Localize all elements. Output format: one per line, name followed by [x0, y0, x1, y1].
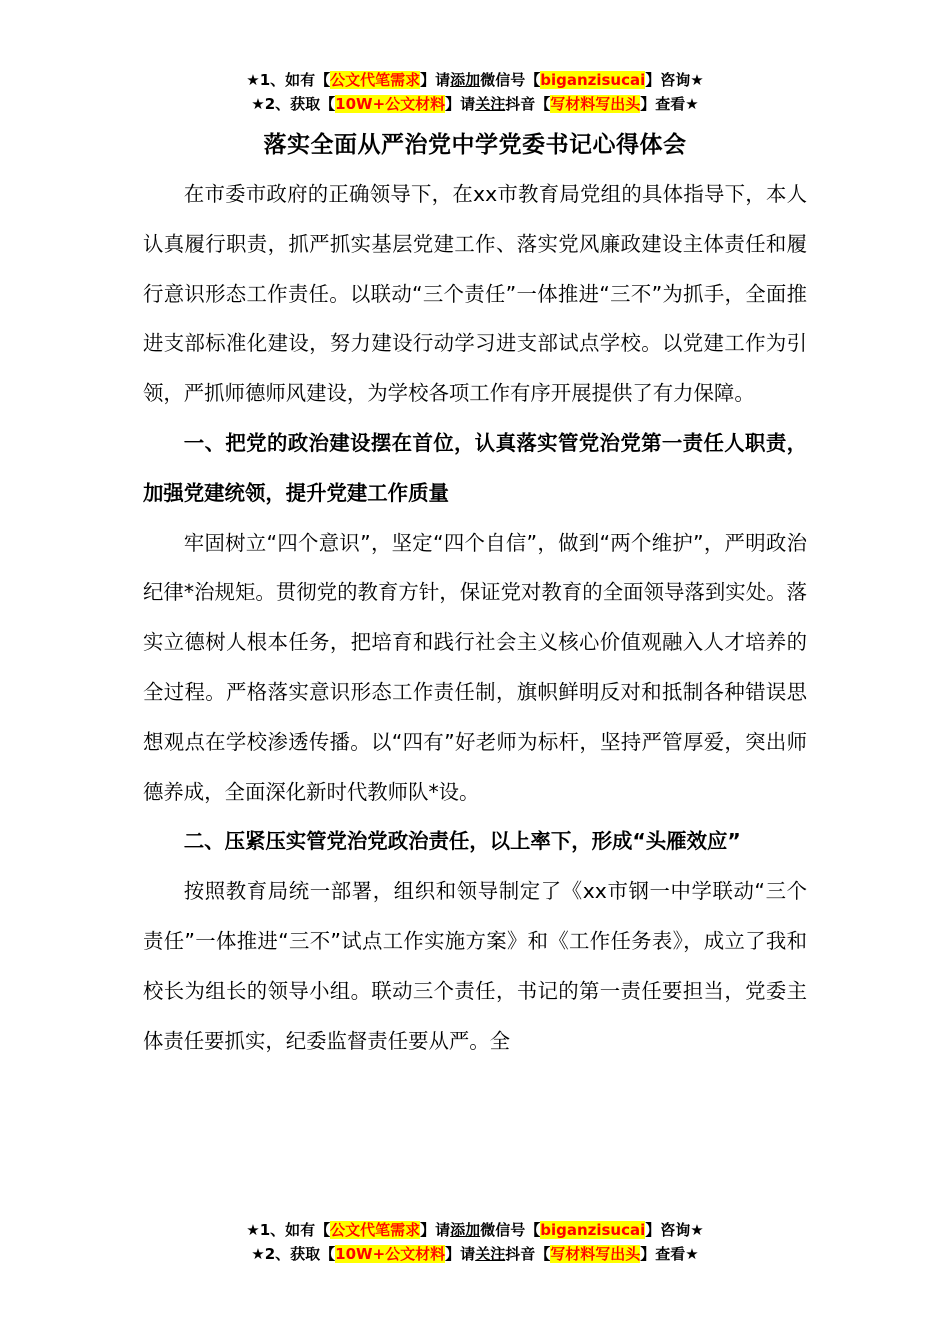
section-heading: 一、把党的政治建设摆在首位，认真落实管党治党第一责任人职责，加强党建统领，提升党建工作质量 [143, 430, 807, 505]
banner-line-1 [0, 1218, 950, 1242]
banner-text: 】请 [445, 95, 476, 113]
banner-highlight: 10W+公文材料 [335, 1245, 446, 1263]
star-icon: ★ [685, 95, 699, 113]
banner-underlined: 关注 [475, 95, 506, 113]
banner-text: 】咨询 [645, 1221, 691, 1239]
banner-text: 抖音【 [505, 95, 551, 113]
star-icon: ★ [690, 1221, 704, 1239]
paragraph: 牢固树立“四个意识”，坚定“四个自信”，做到“两个维护”，严明政治纪律*治规矩。贯彻党的教育方针，保证党对教育的全面领导落到实处。落实立德树人根本任务，把培育和践行社会主义核心价值观融入人才培养的全过程。严格落实意识形态工作责任制，旗帜鲜明反对和抵制各种错误思想观点在学校渗透传播。以“四有”好老师为标杆，坚持严管厚爱，突出师德养成，全面深化新时代教师队*设。 [143, 530, 807, 804]
banner-underlined: 关注 [475, 1245, 506, 1263]
banner-highlight: biganzisucai [540, 1221, 646, 1239]
star-icon: ★ [685, 1245, 699, 1263]
banner-highlight: 写材料写出头 [550, 95, 641, 113]
banner-text: 】请 [420, 1221, 451, 1239]
banner-text: 】请 [445, 1245, 476, 1263]
banner-text: 】查看 [640, 95, 686, 113]
banner-text: 抖音【 [505, 1245, 551, 1263]
banner-highlight: biganzisucai [540, 71, 646, 89]
banner-line-1 [0, 68, 950, 92]
banner-text: 】咨询 [645, 71, 691, 89]
banner-line-2 [0, 1242, 950, 1266]
banner-text: 微信号【 [480, 71, 541, 89]
star-icon: ★ [246, 1221, 260, 1239]
banner-highlight: 公文代笔需求 [330, 71, 421, 89]
top-banner [0, 68, 950, 116]
banner-line-2 [0, 92, 950, 116]
star-icon: ★ [251, 95, 265, 113]
banner-text: 微信号【 [480, 1221, 541, 1239]
document-title: 落实全面从严治党中学党委书记心得体会 [263, 132, 687, 158]
banner-underlined: 添加 [450, 71, 481, 89]
banner-text: 】查看 [640, 1245, 686, 1263]
banner-highlight: 写材料写出头 [550, 1245, 641, 1263]
star-icon: ★ [246, 71, 260, 89]
banner-underlined: 添加 [450, 1221, 481, 1239]
banner-highlight: 10W+公文材料 [335, 95, 446, 113]
bottom-banner [0, 1218, 950, 1266]
banner-text: 1、如有【 [259, 71, 331, 89]
paragraph: 按照教育局统一部署，组织和领导制定了《xx市钢一中学联动“三个责任”一体推进“三不”试点工作实施方案》和《工作任务表》，成立了我和校长为组长的领导小组。联动三个责任，书记的第一责任要担当，党委主体责任要抓实，纪委监督责任要从严。全 [143, 879, 807, 1053]
banner-text: 2、获取【 [264, 1245, 336, 1263]
star-icon: ★ [251, 1245, 265, 1263]
banner-text: 】请 [420, 71, 451, 89]
section-heading: 二、压紧压实管党治党政治责任，以上率下，形成“头雁效应” [183, 829, 741, 854]
banner-text: 2、获取【 [264, 95, 336, 113]
paragraph: 在市委市政府的正确领导下，在xx市教育局党组的具体指导下，本人认真履行职责，抓严抓实基层党建工作、落实党风廉政建设主体责任和履行意识形态工作责任。以联动“三个责任”一体推进“三不”为抓手，全面推进支部标准化建设，努力建设行动学习进支部试点学校。以党建工作为引领，严抓师德师风建设，为学校各项工作有序开展提供了有力保障。 [143, 182, 807, 406]
banner-text: 1、如有【 [259, 1221, 331, 1239]
document-body [143, 170, 807, 1066]
banner-highlight: 公文代笔需求 [330, 1221, 421, 1239]
star-icon: ★ [690, 71, 704, 89]
